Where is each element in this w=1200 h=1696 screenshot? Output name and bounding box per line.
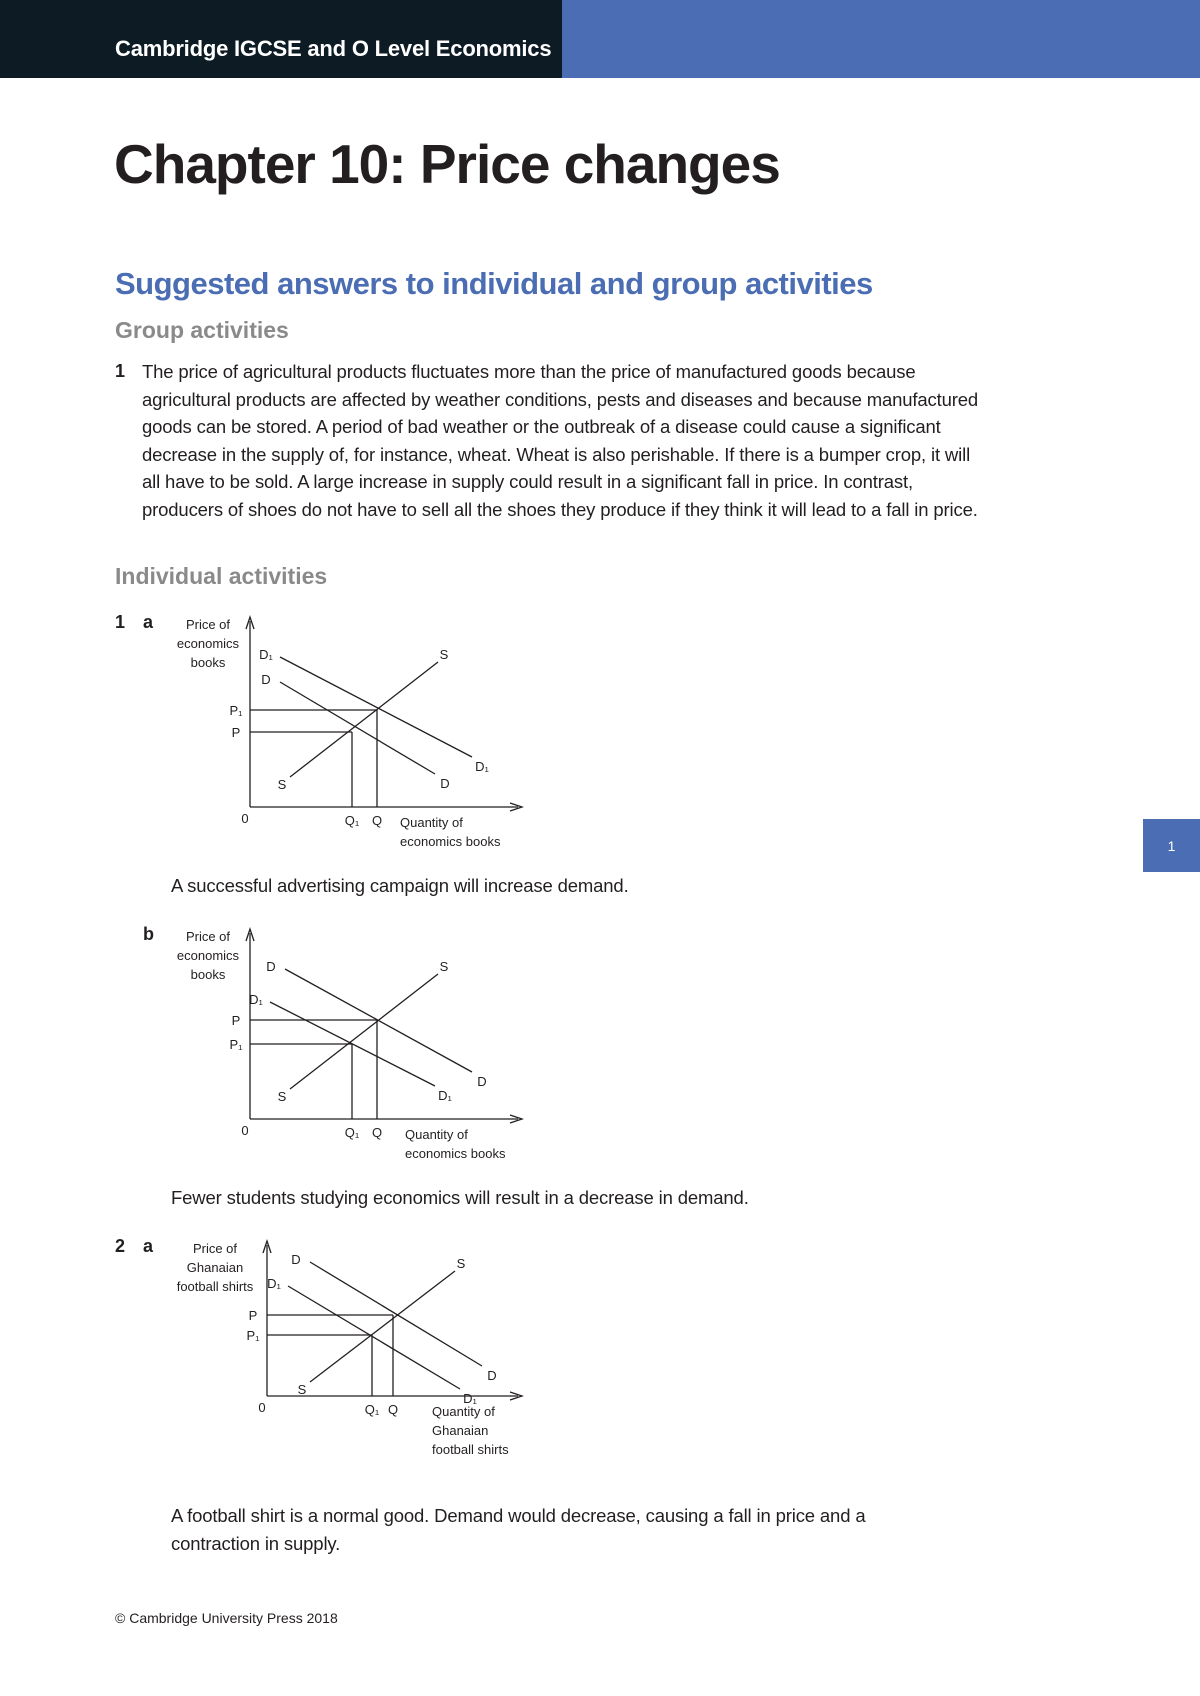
supply-demand-diagram-1a xyxy=(160,612,540,862)
y-axis-label: Price of xyxy=(185,617,231,632)
price-label-lower: P xyxy=(231,725,241,740)
diagram-caption-1b: Fewer students studying economics will result in a decrease in demand. xyxy=(171,1187,749,1208)
x-axis-label: Quantity of xyxy=(432,1404,495,1419)
supply-demand-diagram-1b xyxy=(160,924,540,1174)
header-blue-band xyxy=(562,0,1200,78)
x-axis-label: Quantity of xyxy=(405,1127,468,1142)
group-activity-text: The price of agricultural products fluctuates more than the price of manufactured goods because agricultural products are affected by weather conditions, pests and diseases and because manufactured goods can be stored. A period of bad weather or the outbreak of a disease could cause a significant decrease in the supply of, for instance, wheat. Wheat is also perishable. If there is a bumper crop, it will all have to be sold. A large increase in supply could result in a significant fall in price. In contrast, producers of shoes do not have to sell all the shoes they produce if they think it will lead to a fall in price. xyxy=(142,361,979,520)
price-label-upper: P xyxy=(248,1308,258,1323)
x-axis-label: economics books xyxy=(405,1146,506,1161)
demand-curve-upper xyxy=(280,657,472,757)
price-label-upper: P xyxy=(231,1013,241,1028)
book-title: Cambridge IGCSE and O Level Economics xyxy=(115,36,552,61)
supply-curve xyxy=(290,974,438,1089)
x-axis-label: Quantity of xyxy=(400,815,463,830)
x-axis-label: economics books xyxy=(400,834,501,849)
diagram-caption-2a xyxy=(171,1502,865,1558)
caption-line: A football shirt is a normal good. Demand would decrease, causing a fall in price and a xyxy=(171,1505,866,1526)
individual-activities-heading: Individual activities xyxy=(115,563,328,589)
demand-end-label-lower: D xyxy=(440,776,450,791)
supply-label-bottom: S xyxy=(277,777,287,792)
x-axis-label: Ghanaian xyxy=(432,1423,489,1438)
y-axis-label: books xyxy=(190,655,226,670)
demand-label-lower: D₁ xyxy=(249,992,263,1007)
section-title: Suggested answers to individual and group activities xyxy=(115,266,873,301)
demand-end-label-upper: D₁ xyxy=(475,759,489,774)
origin-label: 0 xyxy=(258,1400,266,1415)
price-label-lower: P₁ xyxy=(229,1037,243,1052)
supply-label-bottom: S xyxy=(277,1089,287,1104)
y-axis-label: economics xyxy=(176,948,240,963)
demand-end-label-lower: D₁ xyxy=(438,1088,452,1103)
activity-number: 1 xyxy=(115,612,126,632)
y-axis-label: economics xyxy=(176,636,240,651)
demand-label-upper: D xyxy=(291,1252,301,1267)
y-axis-label: football shirts xyxy=(176,1279,254,1294)
supply-label-top: S xyxy=(439,647,449,662)
y-axis-label: Price of xyxy=(192,1241,238,1256)
quantity-label-left: Q₁ xyxy=(344,813,360,828)
y-axis-label: books xyxy=(190,967,226,982)
y-axis-label: Ghanaian xyxy=(186,1260,244,1275)
price-label-upper: P₁ xyxy=(229,703,243,718)
group-activity-number: 1 xyxy=(115,361,126,381)
demand-label-lower: D xyxy=(261,672,271,687)
quantity-label-left: Q₁ xyxy=(344,1125,360,1140)
page-number-tab: 1 xyxy=(1143,819,1200,872)
supply-curve xyxy=(290,662,438,777)
activity-part: a xyxy=(143,612,154,632)
quantity-label-left: Q₁ xyxy=(364,1402,380,1417)
quantity-label-right: Q xyxy=(371,813,383,828)
quantity-label-right: Q xyxy=(371,1125,383,1140)
group-activities-heading: Group activities xyxy=(115,317,289,343)
demand-end-label-upper: D xyxy=(477,1074,487,1089)
demand-curve-lower xyxy=(280,682,435,774)
supply-label-bottom: S xyxy=(297,1382,307,1397)
origin-label: 0 xyxy=(241,811,249,826)
demand-end-label-lower: D₁ xyxy=(463,1391,477,1406)
activity-part: a xyxy=(143,1236,154,1256)
copyright-footer: © Cambridge University Press 2018 xyxy=(115,1610,338,1626)
activity-part: b xyxy=(143,924,154,944)
caption-line: contraction in supply. xyxy=(171,1533,341,1554)
price-label-lower: P₁ xyxy=(246,1328,260,1343)
demand-end-label-upper: D xyxy=(487,1368,497,1383)
x-axis-label: football shirts xyxy=(432,1442,509,1457)
demand-label-upper: D₁ xyxy=(259,647,273,662)
supply-label-top: S xyxy=(456,1256,466,1271)
diagram-caption-1a: A successful advertising campaign will increase demand. xyxy=(171,875,629,896)
demand-label-upper: D xyxy=(266,959,276,974)
supply-label-top: S xyxy=(439,959,449,974)
demand-label-lower: D₁ xyxy=(267,1276,281,1291)
quantity-label-right: Q xyxy=(387,1402,399,1417)
activity-number: 2 xyxy=(115,1236,126,1256)
y-axis-label: Price of xyxy=(185,929,231,944)
chapter-title: Chapter 10: Price changes xyxy=(114,133,780,195)
supply-demand-diagram-2a xyxy=(160,1236,540,1486)
origin-label: 0 xyxy=(241,1123,249,1138)
supply-curve xyxy=(310,1271,455,1382)
